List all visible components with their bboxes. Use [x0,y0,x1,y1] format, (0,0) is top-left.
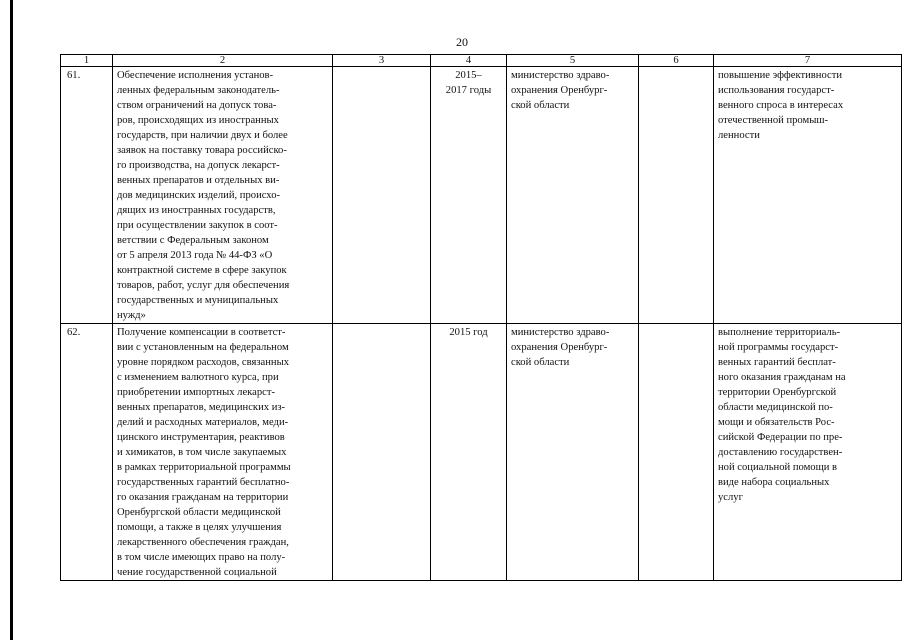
period-cell: 2015– 2017 годы [431,67,507,324]
empty-cell [333,67,431,324]
measures-table [60,54,902,581]
empty-cell [333,324,431,581]
column-header: 3 [333,55,431,67]
page-number: 20 [456,35,468,49]
empty-cell [639,324,714,581]
column-header: 5 [507,55,639,67]
column-header: 4 [431,55,507,67]
result-cell: выполнение территориаль- ной программы государст- венных гарантий бесплат- ного оказания гражданам на территории Оренбургской области медицинской по- мощи и обязательств Рос- сийской Федерации по пре- доставлению государствен- ной социальной помощи в виде набора социальных услуг [714,324,902,581]
period-cell: 2015 год [431,324,507,581]
empty-cell [639,67,714,324]
column-numbers-row [61,55,902,67]
measure-text: Получение компенсации в соответст- вии с установленным на федеральном уровне порядком расходов, связанных с изменением валютного курса, при приобретении импортных лекарст- венных препаратов, медицинских из- делий и расходных материалов, меди- цинского инструментария, реактивов и химикатов, в том числе закупаемых в рамках территориальной программы государственных гарантий бесплатно- го оказания гражданам на территории Оренбургской области медицинской помощи, а также в целях улучшения лекарственного обеспечения граждан, в том числе имеющих право на полу- чение государственной социальной [113,324,333,581]
column-header: 1 [61,55,113,67]
column-header: 2 [113,55,333,67]
executor-cell: министерство здраво- охранения Оренбург- ской области [507,324,639,581]
column-header: 6 [639,55,714,67]
row-number: 62. [61,324,113,581]
column-header: 7 [714,55,902,67]
measure-text: Обеспечение исполнения установ- ленных федеральным законодатель- ством ограничений на допуск това- ров, происходящих из иностранных государств, при наличии двух и более заявок на поставку товара российско- го производства, на допуск лекарст- венных препаратов и отдельных ви- дов медицинских изделий, происхо- дящих из иностранных государств, при осуществлении закупок в соот- ветствии с Федеральным законом от 5 апреля 2013 года № 44-ФЗ «О контрактной системе в сфере закупок товаров, работ, услуг для обеспечения государственных и муниципальных нужд» [113,67,333,324]
table-row [61,324,902,581]
executor-cell: министерство здраво- охранения Оренбург- ской области [507,67,639,324]
row-number: 61. [61,67,113,324]
page-edge-bar [10,0,13,640]
result-cell: повышение эффективности использования государст- венного спроса в интересах отечественной промыш- ленности [714,67,902,324]
table-row [61,67,902,324]
